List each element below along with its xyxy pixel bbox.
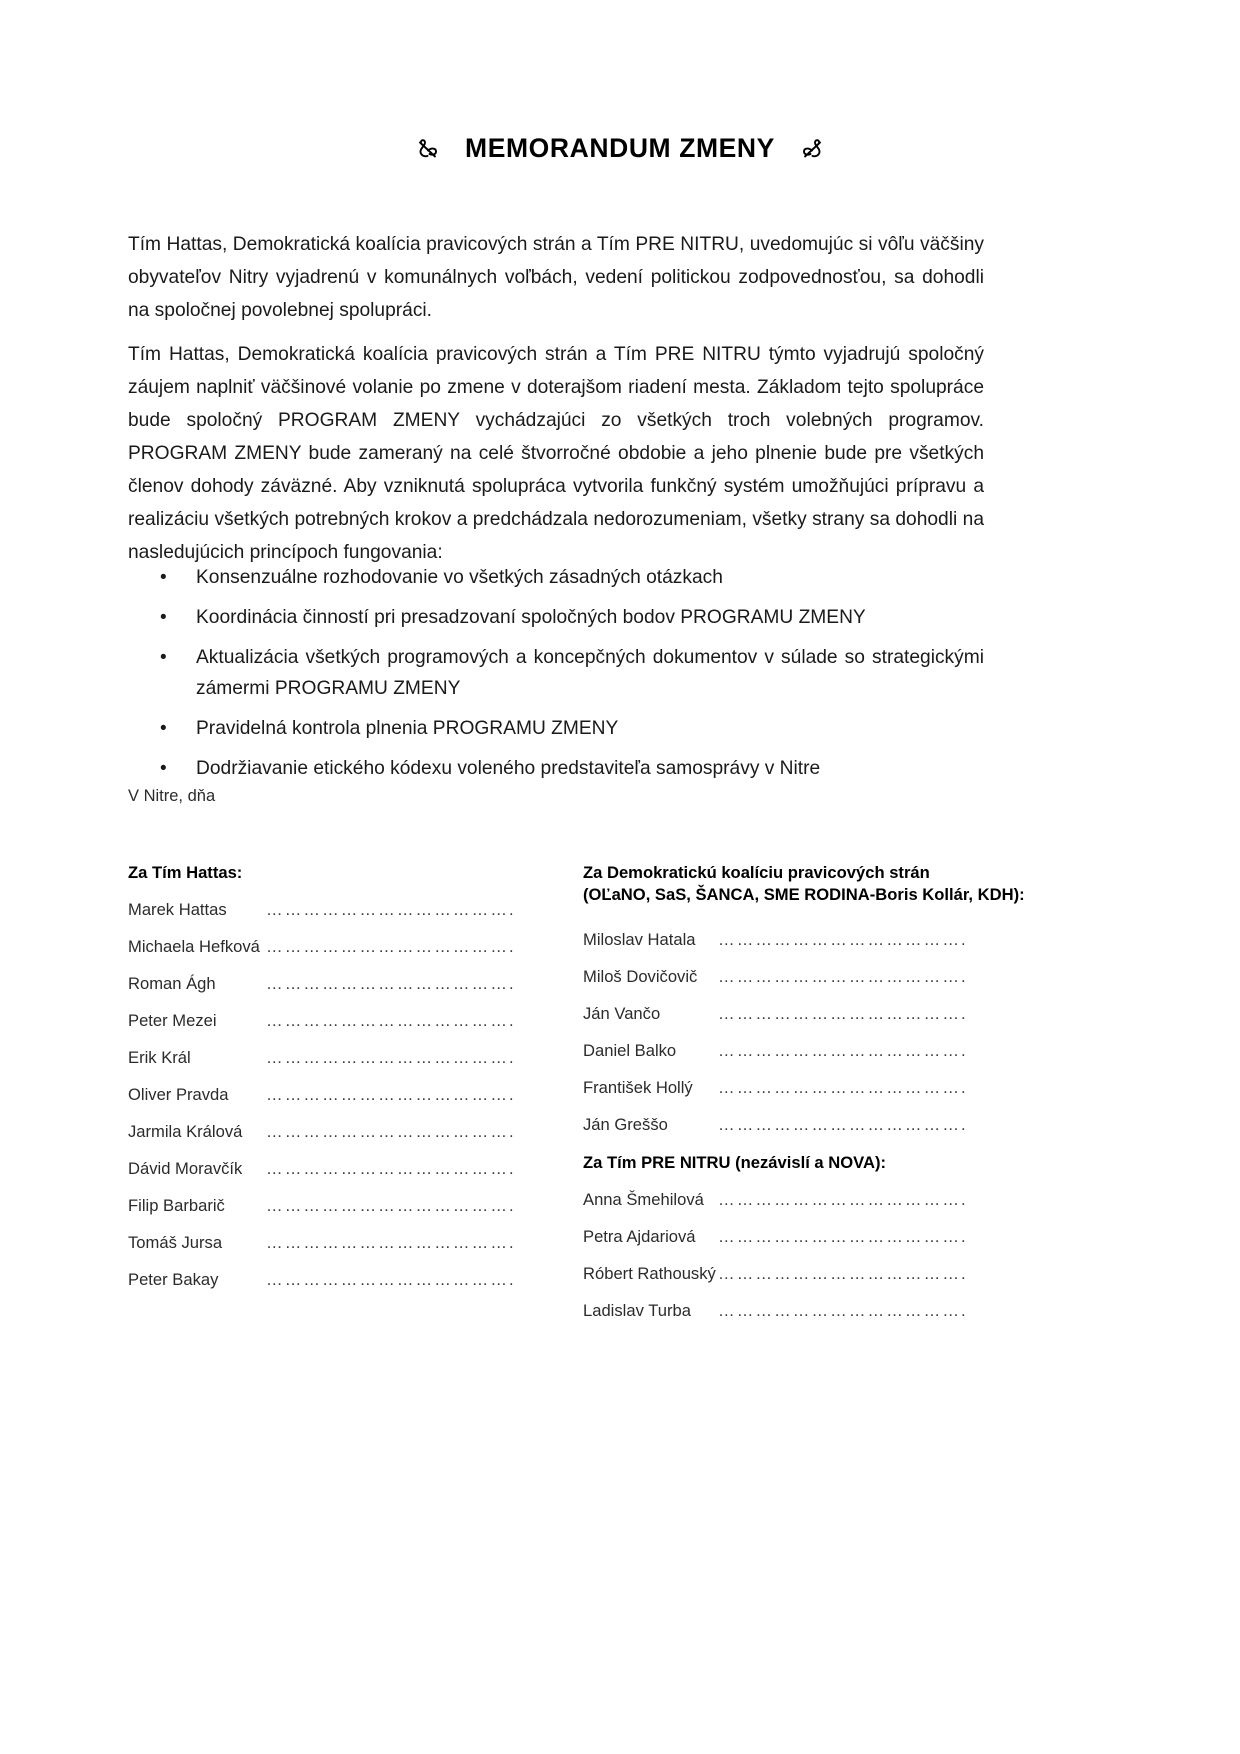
signer-name: Jarmila Králová bbox=[128, 1122, 243, 1141]
paragraph-1: Tím Hattas, Demokratická koalícia pravicových strán a Tím PRE NITRU, uvedomujúc si vôľu väčšiny obyvateľov Nitry vyjadrenú v komunálnych voľbách, vedení politickou zodpovednosťou, sa dohodli na spoločnej povolebnej spolupráci. bbox=[128, 234, 984, 321]
signature-dotted-line[interactable]: …………………………………. bbox=[718, 1264, 968, 1283]
signer-name: Peter Bakay bbox=[128, 1270, 219, 1289]
signature-dotted-line[interactable]: …………………………………. bbox=[266, 1270, 516, 1289]
signature-row bbox=[128, 1159, 558, 1179]
signature-row bbox=[583, 1264, 1013, 1284]
signature-dotted-line[interactable]: …………………………………. bbox=[266, 1085, 516, 1104]
signer-name: Anna Šmehilová bbox=[583, 1190, 704, 1209]
list-item bbox=[128, 602, 984, 633]
signature-row bbox=[128, 1270, 558, 1290]
list-item bbox=[128, 642, 984, 704]
signature-dotted-line[interactable]: …………………………………. bbox=[266, 1011, 516, 1030]
bullet-marker-icon: • bbox=[160, 607, 167, 628]
signer-name: Peter Mezei bbox=[128, 1011, 217, 1030]
signature-dotted-line[interactable]: …………………………………. bbox=[266, 937, 516, 956]
signer-name: Róbert Rathouský bbox=[583, 1264, 716, 1283]
signer-name: Filip Barbarič bbox=[128, 1196, 225, 1215]
signature-dotted-line[interactable]: …………………………………. bbox=[718, 1041, 968, 1060]
list-item-label: Dodržiavanie etického kódexu voleného predstaviteľa samosprávy v Nitre bbox=[196, 758, 821, 779]
signer-name: Ján Vančo bbox=[583, 1004, 661, 1023]
signature-dotted-line[interactable]: …………………………………. bbox=[718, 1301, 968, 1320]
signature-dotted-line[interactable]: …………………………………. bbox=[718, 930, 968, 949]
list-item-label: Pravidelná kontrola plnenia PROGRAMU ZMENY bbox=[196, 718, 619, 739]
signature-dotted-line[interactable]: …………………………………. bbox=[266, 1196, 516, 1215]
signature-row bbox=[583, 1301, 1013, 1321]
signature-dotted-line[interactable]: …………………………………. bbox=[718, 1115, 968, 1134]
signature-dotted-line[interactable]: …………………………………. bbox=[718, 1004, 968, 1023]
bullet-marker-icon: • bbox=[160, 567, 167, 588]
signature-dotted-line[interactable]: …………………………………. bbox=[266, 1233, 516, 1252]
signature-heading-tim-pre-nitru: Za Tím PRE NITRU (nezávislí a NOVA): bbox=[583, 1153, 887, 1172]
signer-name: Ján Greššo bbox=[583, 1115, 668, 1134]
page-title: MEMORANDUM ZMENY bbox=[465, 133, 775, 163]
bullet-marker-icon: • bbox=[160, 647, 167, 668]
signature-row bbox=[583, 1041, 1013, 1061]
signer-name: Petra Ajdariová bbox=[583, 1227, 696, 1246]
signature-dotted-line[interactable]: …………………………………. bbox=[718, 967, 968, 986]
document-title-row bbox=[0, 133, 1240, 164]
signer-name: Erik Král bbox=[128, 1048, 191, 1067]
signature-row bbox=[583, 1227, 1013, 1247]
signature-row bbox=[128, 1011, 558, 1031]
signer-name: Tomáš Jursa bbox=[128, 1233, 223, 1252]
list-item-label: Aktualizácia všetkých programových a koncepčných dokumentov v súlade so strategickými zámermi PROGRAMU ZMENY bbox=[196, 647, 984, 699]
bullet-marker-icon: • bbox=[160, 718, 167, 739]
signature-row bbox=[128, 1048, 558, 1068]
signature-row bbox=[583, 1078, 1013, 1098]
signature-row bbox=[128, 900, 558, 920]
signature-row bbox=[128, 974, 558, 994]
list-item-label: Konsenzuálne rozhodovanie vo všetkých zásadných otázkach bbox=[196, 567, 723, 588]
signature-dotted-line[interactable]: …………………………………. bbox=[266, 974, 516, 993]
list-item-label: Koordinácia činností pri presadzovaní spoločných bodov PROGRAMU ZMENY bbox=[196, 607, 866, 628]
signature-row bbox=[128, 1233, 558, 1253]
signature-heading-line-1: Za Demokratickú koalíciu pravicových strán bbox=[583, 863, 930, 882]
signature-row bbox=[128, 1196, 558, 1216]
list-item bbox=[128, 562, 984, 593]
signature-row bbox=[583, 1004, 1013, 1024]
signature-heading-tim-hattas: Za Tím Hattas: bbox=[128, 863, 243, 882]
signature-dotted-line[interactable]: …………………………………. bbox=[266, 900, 516, 919]
decorative-flourish-left-icon bbox=[417, 136, 443, 162]
signature-dotted-line[interactable]: …………………………………. bbox=[266, 1122, 516, 1141]
signer-name: Oliver Pravda bbox=[128, 1085, 229, 1104]
signer-name: Ladislav Turba bbox=[583, 1301, 691, 1320]
signature-row bbox=[583, 1190, 1013, 1210]
paragraph-2-container bbox=[128, 338, 984, 569]
signer-name: Daniel Balko bbox=[583, 1041, 677, 1060]
signer-name: Dávid Moravčík bbox=[128, 1159, 243, 1178]
paragraph-1-container bbox=[128, 228, 984, 327]
signer-name: Marek Hattas bbox=[128, 900, 227, 919]
signature-row bbox=[128, 1122, 558, 1142]
signer-name: František Hollý bbox=[583, 1078, 693, 1097]
decorative-flourish-right-icon bbox=[797, 136, 823, 162]
bullet-marker-icon: • bbox=[160, 758, 167, 779]
list-item bbox=[128, 713, 984, 744]
signature-heading-line-2: (OĽaNO, SaS, ŠANCA, SME RODINA-Boris Kollár, KDH): bbox=[583, 885, 1025, 904]
signature-row bbox=[583, 930, 1013, 950]
signature-row bbox=[128, 1085, 558, 1105]
signature-dotted-line[interactable]: …………………………………. bbox=[718, 1190, 968, 1209]
signature-heading-demokraticka-koalicia bbox=[583, 862, 1025, 906]
signature-column-right bbox=[583, 862, 1025, 1338]
signature-column-left bbox=[128, 862, 558, 1307]
principles-bullet-list bbox=[128, 562, 984, 793]
signer-name: Miloslav Hatala bbox=[583, 930, 696, 949]
signature-row bbox=[583, 967, 1013, 987]
place-date-line: V Nitre, dňa bbox=[128, 787, 216, 805]
signer-name: Miloš Dovičovič bbox=[583, 967, 698, 986]
signer-name: Roman Ágh bbox=[128, 974, 216, 993]
signature-row bbox=[583, 1115, 1013, 1135]
signature-dotted-line[interactable]: …………………………………. bbox=[718, 1227, 968, 1246]
paragraph-2: Tím Hattas, Demokratická koalícia pravicových strán a Tím PRE NITRU týmto vyjadrujú spoločný záujem naplniť väčšinové volanie po zmene v doterajšom riadení mesta. Základom tejto spolupráce bude spoločný PROGRAM ZMENY vychádzajúci zo všetkých troch volebných programov. PROGRAM ZMENY bude zameraný na celé štvorročné obdobie a jeho plnenie bude pre všetkých členov dohody záväzné. Aby vzniknutá spolupráca vytvorila funkčný systém umožňujúci prípravu a realizáciu všetkých potrebných krokov a predchádzala nedorozumeniam, všetky strany sa dohodli na nasledujúcich princípoch fungovania: bbox=[128, 344, 984, 563]
list-item bbox=[128, 753, 984, 784]
signature-dotted-line[interactable]: …………………………………. bbox=[266, 1048, 516, 1067]
signer-name: Michaela Hefková bbox=[128, 937, 260, 956]
signature-dotted-line[interactable]: …………………………………. bbox=[266, 1159, 516, 1178]
signature-dotted-line[interactable]: …………………………………. bbox=[718, 1078, 968, 1097]
signature-row bbox=[128, 937, 558, 957]
